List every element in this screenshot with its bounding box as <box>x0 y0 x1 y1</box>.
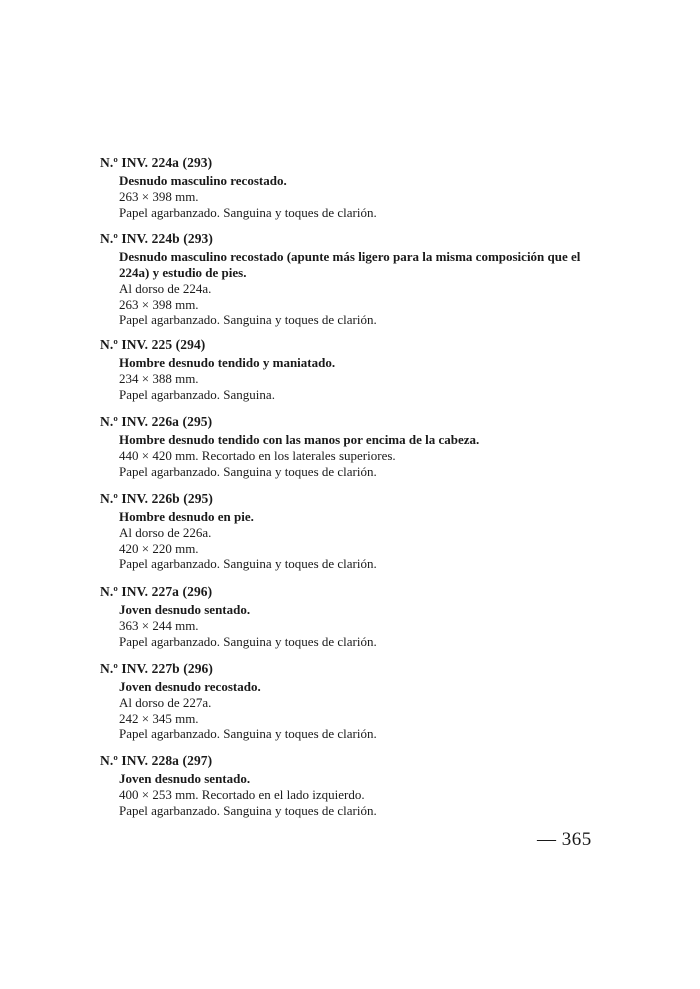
inventory-number: N.º INV. 227a (296) <box>100 584 213 599</box>
technique-line: Papel agarbanzado. Sanguina y toques de clarión. <box>119 463 377 479</box>
inventory-number: N.º INV. 226b (295) <box>100 491 213 506</box>
page-number: — 365 <box>537 829 592 850</box>
technique-line: Papel agarbanzado. Sanguina y toques de clarión. <box>119 633 377 649</box>
catalog-entry <box>100 752 600 818</box>
catalog-entry <box>100 490 600 572</box>
inventory-number: N.º INV. 227b (296) <box>100 661 213 676</box>
technique-line: Papel agarbanzado. Sanguina. <box>119 386 275 402</box>
inventory-number: N.º INV. 225 (294) <box>100 337 206 352</box>
artwork-title: Desnudo masculino recostado. <box>119 173 287 188</box>
catalog-entry <box>100 230 600 328</box>
dimensions-line: 263 × 398 mm. <box>119 296 199 312</box>
technique-line: Papel agarbanzado. Sanguina y toques de clarión. <box>119 556 377 571</box>
technique-line: Papel agarbanzado. Sanguina y toques de clarión. <box>119 726 377 741</box>
inventory-number: N.º INV. 224b (293) <box>100 231 213 246</box>
technique-line: Papel agarbanzado. Sanguina y toques de clarión. <box>119 312 377 327</box>
catalog-entry <box>100 413 600 479</box>
dimensions-line: 234 × 388 mm. <box>119 371 199 386</box>
catalog-entry <box>100 583 600 649</box>
verso-note-line: Al dorso de 226a. <box>119 525 212 540</box>
dimensions-line: 242 × 345 mm. <box>119 710 199 726</box>
artwork-title: Hombre desnudo tendido con las manos por encima de la cabeza. <box>119 432 480 447</box>
verso-note-line: Al dorso de 227a. <box>119 695 212 710</box>
dimensions-line: 440 × 420 mm. Recortado en los laterales superiores. <box>119 448 396 463</box>
dimensions-line: 420 × 220 mm. <box>119 540 199 556</box>
inventory-number: N.º INV. 224a (293) <box>100 155 213 170</box>
artwork-title: Joven desnudo sentado. <box>119 771 251 786</box>
artwork-title: Hombre desnudo tendido y maniatado. <box>119 355 336 370</box>
catalog-entry <box>100 154 600 220</box>
artwork-title: Joven desnudo recostado. <box>119 679 261 694</box>
verso-note-line: Al dorso de 224a. <box>119 281 212 296</box>
catalog-entry <box>100 336 600 402</box>
artwork-title: Desnudo masculino recostado (apunte más ligero para la misma composición que el 224a) y estudio de pies. <box>119 249 581 280</box>
dimensions-line: 263 × 398 mm. <box>119 189 199 204</box>
catalog-entry <box>100 660 600 742</box>
technique-line: Papel agarbanzado. Sanguina y toques de clarión. <box>119 802 377 818</box>
dimensions-line: 363 × 244 mm. <box>119 618 199 633</box>
technique-line: Papel agarbanzado. Sanguina y toques de clarión. <box>119 204 377 220</box>
inventory-number: N.º INV. 226a (295) <box>100 414 213 429</box>
artwork-title: Hombre desnudo en pie. <box>119 509 254 524</box>
artwork-title: Joven desnudo sentado. <box>119 602 251 617</box>
dimensions-line: 400 × 253 mm. Recortado en el lado izquierdo. <box>119 787 365 802</box>
inventory-number: N.º INV. 228a (297) <box>100 753 213 768</box>
